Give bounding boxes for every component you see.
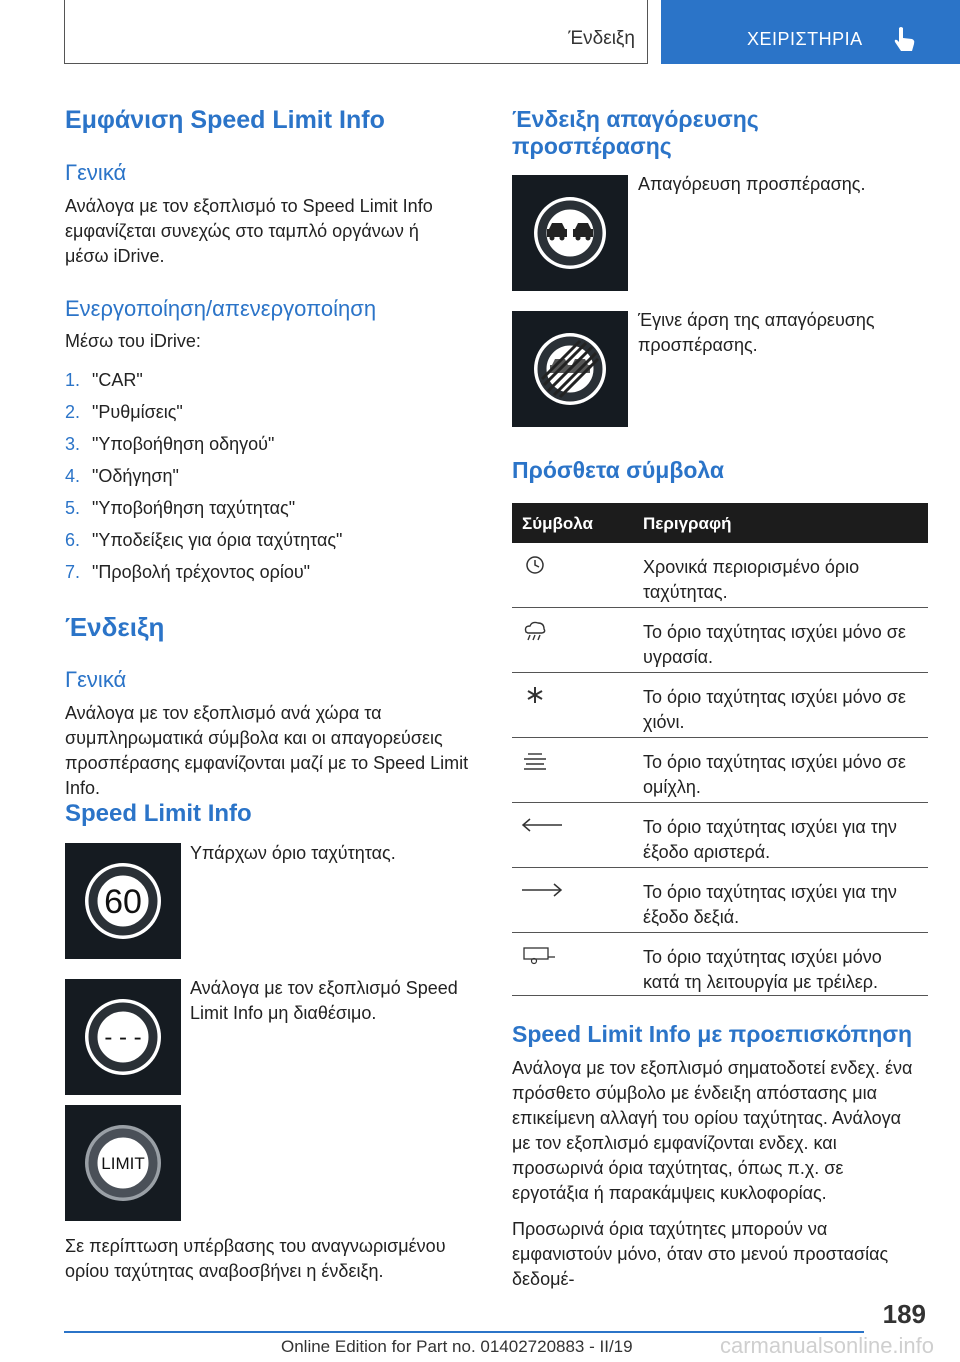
general-heading: Γενικά xyxy=(65,160,127,185)
step-number: 2. xyxy=(65,402,81,422)
hand-pointer-icon xyxy=(894,26,916,52)
edition-text: Online Edition for Part no. 01402720883 - II/19 xyxy=(281,1337,633,1356)
step-number: 7. xyxy=(65,562,81,582)
preview-paragraph-1: Ανάλογα με τον εξοπλισμό σηματοδοτεί ενδεχ. ένα πρόσθετο σύμβολο με ένδειξη απόστασης μια επικείμενη αλλαγή του ορίου ταχύτητας. Ανάλογα με τον εξοπλισμό εμφανίζονται ενδεχ. και προσωρινά όρια ταχύτητας, όπως π.χ. σε εργοτάξια ή παρακάμψεις κυκλοφορίας. xyxy=(512,1058,913,1203)
display-general-heading: Γενικά xyxy=(65,667,127,692)
row-description: Το όριο ταχύτητας ισχύει για την έξοδο δεξιά. xyxy=(643,882,897,927)
fog-icon xyxy=(520,750,550,774)
chapter-tab[interactable] xyxy=(661,0,960,64)
extra-symbols-heading: Πρόσθετα σύμβολα xyxy=(512,457,725,483)
snowflake-icon xyxy=(520,685,550,709)
table-row xyxy=(512,543,928,608)
arrow-right-icon xyxy=(520,880,564,904)
row-description: Το όριο ταχύτητας ισχύει για την έξοδο αριστερά. xyxy=(643,817,897,862)
row-description: Το όριο ταχύτητας ισχύει μόνο κατά τη λειτουργία με τρέιλερ. xyxy=(643,947,882,992)
step-number: 3. xyxy=(65,434,81,454)
step-number: 6. xyxy=(65,530,81,550)
end-no-overtaking-sign-image xyxy=(512,311,628,427)
step-text: "Υποδείξεις για όρια ταχύτητας" xyxy=(92,530,343,550)
step-number: 4. xyxy=(65,466,81,486)
via-idrive-text: Μέσω του iDrive: xyxy=(65,331,201,351)
table-row xyxy=(512,673,928,738)
unavailable-sign-image xyxy=(65,979,181,1095)
table-row xyxy=(512,933,928,996)
col-symbol-header: Σύμβολα xyxy=(522,514,593,533)
speed-sign-caption: Υπάρχων όριο ταχύτητας. xyxy=(190,843,396,863)
table-row xyxy=(512,738,928,803)
overtake-heading: Ένδειξη απαγόρευσης προσπέρασης xyxy=(512,106,759,159)
step-text: "Οδήγηση" xyxy=(92,466,179,486)
row-description: Το όριο ταχύτητας ισχύει μόνο σε ομίχλη. xyxy=(643,752,906,797)
section-title: Ένδειξη xyxy=(568,28,635,49)
section-heading: Εμφάνιση Speed Limit Info xyxy=(65,106,385,134)
speed-limit-sign-image xyxy=(65,843,181,959)
step-text: "Υποβοήθηση οδηγού" xyxy=(92,434,275,454)
step-number: 5. xyxy=(65,498,81,518)
display-general-paragraph: Ανάλογα με τον εξοπλισμό ανά χώρα τα συμπληρωματικά σύμβολα και οι απαγορεύσεις προσπέρασης εμφανίζονται μαζί με το Speed Limit Info. xyxy=(65,703,469,798)
table-row xyxy=(512,608,928,673)
arrow-left-icon xyxy=(520,815,564,839)
step-text: "CAR" xyxy=(92,370,143,390)
limit-sign-image xyxy=(65,1105,181,1221)
sli-heading: Speed Limit Info xyxy=(65,800,252,827)
row-description: Το όριο ταχύτητας ισχύει μόνο σε χιόνι. xyxy=(643,687,906,732)
table-row xyxy=(512,803,928,868)
col-description-header: Περιγραφή xyxy=(643,514,732,533)
step-text: "Υποβοήθηση ταχύτητας" xyxy=(92,498,296,518)
end-no-overtaking-caption: Έγινε άρση της απαγόρευσης προσπέρασης. xyxy=(638,310,875,355)
step-text: "Προβολή τρέχοντος ορίου" xyxy=(92,562,311,582)
limit-value: LIMIT xyxy=(101,1154,145,1173)
dashes-value: - - - xyxy=(104,1024,142,1051)
preview-paragraph-2: Προσωρινά όρια ταχύτητες μπορούν να εμφανιστούν μόνο, όταν στο μενού προστασίας δεδομέ- xyxy=(512,1219,889,1289)
preview-heading: Speed Limit Info με προεπισκόπηση xyxy=(512,1021,913,1047)
table-row xyxy=(512,868,928,933)
page-number: 189 xyxy=(882,1299,926,1329)
activation-heading: Ενεργοποίηση/απενεργοποίηση xyxy=(65,296,377,321)
general-paragraph: Ανάλογα με τον εξοπλισμό το Speed Limit Info εμφανίζεται συνεχώς στο ταμπλό οργάνων ή μέσω iDrive. xyxy=(65,196,433,266)
row-description: Χρονικά περιορισμένο όριο ταχύτητας. xyxy=(643,557,860,602)
no-overtaking-sign-image xyxy=(512,175,628,291)
chapter-label: ΧΕΙΡΙΣΤΗΡΙΑ xyxy=(747,29,863,49)
clock-icon xyxy=(520,555,550,579)
trailer-icon xyxy=(520,945,558,969)
exceeded-paragraph: Σε περίπτωση υπέρβασης του αναγνωρισμένου ορίου ταχύτητας αναβοσβήνει η ένδειξη. xyxy=(65,1236,446,1281)
rain-icon xyxy=(520,620,550,644)
step-text: "Ρυθμίσεις" xyxy=(92,402,183,422)
speed-value: 60 xyxy=(104,883,142,921)
display-heading: Ένδειξη xyxy=(65,612,165,642)
unavailable-sign-caption: Ανάλογα με τον εξοπλισμό Speed Limit Info μη διαθέσιμο. xyxy=(190,978,458,1023)
watermark: carmanualsonline.info xyxy=(720,1333,935,1358)
no-overtaking-caption: Απαγόρευση προσπέρασης. xyxy=(638,174,866,194)
symbols-table-header xyxy=(512,503,928,543)
step-number: 1. xyxy=(65,370,81,390)
header-bar xyxy=(64,0,648,64)
row-description: Το όριο ταχύτητας ισχύει μόνο σε υγρασία. xyxy=(643,622,906,667)
